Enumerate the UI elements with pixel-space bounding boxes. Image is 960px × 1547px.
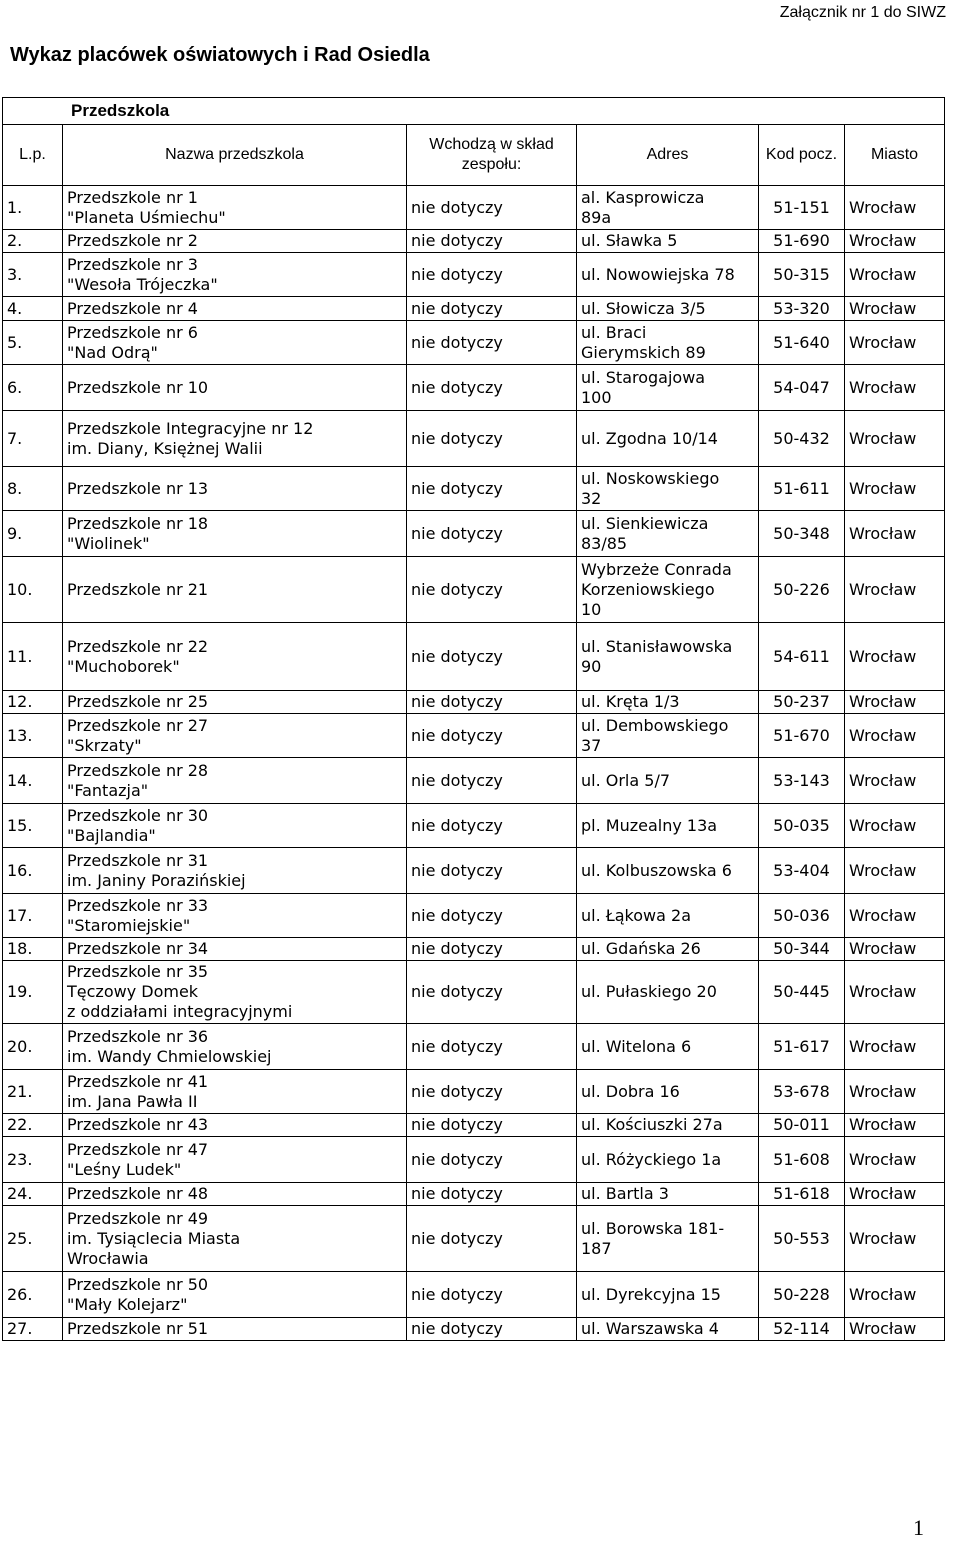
preschool-name-cell: Przedszkole nr 22 "Muchoborek": [63, 623, 407, 691]
city-cell: Wrocław: [845, 1137, 945, 1183]
team-membership-cell: nie dotyczy: [407, 321, 577, 365]
postal-code-cell: 50-228: [759, 1272, 845, 1318]
table-row: [3, 321, 945, 365]
row-number-cell: 18.: [3, 938, 63, 961]
row-number-cell: 15.: [3, 804, 63, 848]
table-row: [3, 1137, 945, 1183]
row-number-cell: 2.: [3, 230, 63, 253]
team-membership-cell: nie dotyczy: [407, 511, 577, 557]
postal-code-cell: 50-348: [759, 511, 845, 557]
city-cell: Wrocław: [845, 253, 945, 297]
postal-code-cell: 51-151: [759, 186, 845, 230]
address-cell: ul. Dyrekcyjna 15: [577, 1272, 759, 1318]
row-number-cell: 6.: [3, 365, 63, 411]
city-cell: Wrocław: [845, 1318, 945, 1341]
address-cell: al. Kasprowicza 89a: [577, 186, 759, 230]
city-cell: Wrocław: [845, 1272, 945, 1318]
team-membership-cell: nie dotyczy: [407, 804, 577, 848]
table-row: [3, 411, 945, 467]
page-title: Wykaz placówek oświatowych i Rad Osiedla: [10, 44, 430, 66]
row-number-cell: 27.: [3, 1318, 63, 1341]
preschool-name-cell: Przedszkole nr 47 "Leśny Ludek": [63, 1137, 407, 1183]
city-cell: Wrocław: [845, 848, 945, 894]
address-cell: ul. Noskowskiego 32: [577, 467, 759, 511]
city-cell: Wrocław: [845, 1114, 945, 1137]
team-membership-cell: nie dotyczy: [407, 253, 577, 297]
preschool-name-cell: Przedszkole nr 50 "Mały Kolejarz": [63, 1272, 407, 1318]
city-cell: Wrocław: [845, 365, 945, 411]
section-title: Przedszkola: [3, 98, 945, 125]
city-cell: Wrocław: [845, 230, 945, 253]
address-cell: ul. Starogajowa 100: [577, 365, 759, 411]
address-cell: ul. Warszawska 4: [577, 1318, 759, 1341]
preschool-name-cell: Przedszkole nr 48: [63, 1183, 407, 1206]
city-cell: Wrocław: [845, 758, 945, 804]
preschool-name-cell: Przedszkole nr 41 im. Jana Pawła II: [63, 1070, 407, 1114]
address-cell: pl. Muzealny 13a: [577, 804, 759, 848]
column-header-lp: L.p.: [3, 125, 63, 186]
preschool-name-cell: Przedszkole nr 4: [63, 297, 407, 321]
postal-code-cell: 53-143: [759, 758, 845, 804]
table-row: [3, 186, 945, 230]
table-row: [3, 894, 945, 938]
postal-code-cell: 54-611: [759, 623, 845, 691]
preschool-name-cell: Przedszkole Integracyjne nr 12 im. Diany, Księżnej Walii: [63, 411, 407, 467]
table-row: [3, 1070, 945, 1114]
city-cell: Wrocław: [845, 321, 945, 365]
address-cell: ul. Kościuszki 27a: [577, 1114, 759, 1137]
table-row: [3, 623, 945, 691]
table-row: [3, 467, 945, 511]
column-header-city: Miasto: [845, 125, 945, 186]
team-membership-cell: nie dotyczy: [407, 894, 577, 938]
table-row: [3, 557, 945, 623]
team-membership-cell: nie dotyczy: [407, 623, 577, 691]
team-membership-cell: nie dotyczy: [407, 297, 577, 321]
row-number-cell: 14.: [3, 758, 63, 804]
postal-code-cell: 53-404: [759, 848, 845, 894]
team-membership-cell: nie dotyczy: [407, 1137, 577, 1183]
address-cell: ul. Bartla 3: [577, 1183, 759, 1206]
postal-code-cell: 50-445: [759, 961, 845, 1024]
postal-code-cell: 50-432: [759, 411, 845, 467]
team-membership-cell: nie dotyczy: [407, 714, 577, 758]
city-cell: Wrocław: [845, 511, 945, 557]
postal-code-cell: 53-678: [759, 1070, 845, 1114]
team-membership-cell: nie dotyczy: [407, 1070, 577, 1114]
row-number-cell: 25.: [3, 1206, 63, 1272]
table-row: [3, 714, 945, 758]
city-cell: Wrocław: [845, 1070, 945, 1114]
address-cell: ul. Sienkiewicza 83/85: [577, 511, 759, 557]
table-row: [3, 938, 945, 961]
team-membership-cell: nie dotyczy: [407, 938, 577, 961]
column-header-address: Adres: [577, 125, 759, 186]
preschool-name-cell: Przedszkole nr 18 "Wiolinek": [63, 511, 407, 557]
team-membership-cell: nie dotyczy: [407, 1272, 577, 1318]
address-cell: ul. Dobra 16: [577, 1070, 759, 1114]
team-membership-cell: nie dotyczy: [407, 186, 577, 230]
city-cell: Wrocław: [845, 804, 945, 848]
table-row: [3, 848, 945, 894]
city-cell: Wrocław: [845, 557, 945, 623]
postal-code-cell: 50-035: [759, 804, 845, 848]
column-header-postal-code: Kod pocz.: [759, 125, 845, 186]
city-cell: Wrocław: [845, 467, 945, 511]
team-membership-cell: nie dotyczy: [407, 1206, 577, 1272]
postal-code-cell: 50-237: [759, 691, 845, 714]
city-cell: Wrocław: [845, 186, 945, 230]
city-cell: Wrocław: [845, 961, 945, 1024]
preschool-name-cell: Przedszkole nr 43: [63, 1114, 407, 1137]
table-row: [3, 1183, 945, 1206]
table-row: [3, 1318, 945, 1341]
address-cell: ul. Łąkowa 2a: [577, 894, 759, 938]
preschool-name-cell: Przedszkole nr 27 "Skrzaty": [63, 714, 407, 758]
preschool-name-cell: Przedszkole nr 28 "Fantazja": [63, 758, 407, 804]
table-row: [3, 804, 945, 848]
table-row: [3, 1206, 945, 1272]
address-cell: ul. Słowicza 3/5: [577, 297, 759, 321]
preschool-name-cell: Przedszkole nr 21: [63, 557, 407, 623]
postal-code-cell: 50-036: [759, 894, 845, 938]
preschool-name-cell: Przedszkole nr 13: [63, 467, 407, 511]
postal-code-cell: 51-618: [759, 1183, 845, 1206]
address-cell: ul. Borowska 181- 187: [577, 1206, 759, 1272]
row-number-cell: 24.: [3, 1183, 63, 1206]
row-number-cell: 4.: [3, 297, 63, 321]
team-membership-cell: nie dotyczy: [407, 691, 577, 714]
preschool-name-cell: Przedszkole nr 33 "Staromiejskie": [63, 894, 407, 938]
table-row: [3, 691, 945, 714]
row-number-cell: 26.: [3, 1272, 63, 1318]
table-row: [3, 1272, 945, 1318]
preschool-name-cell: Przedszkole nr 36 im. Wandy Chmielowskiej: [63, 1024, 407, 1070]
address-cell: ul. Zgodna 10/14: [577, 411, 759, 467]
city-cell: Wrocław: [845, 411, 945, 467]
preschool-table: [2, 97, 945, 1341]
city-cell: Wrocław: [845, 938, 945, 961]
city-cell: Wrocław: [845, 1024, 945, 1070]
team-membership-cell: nie dotyczy: [407, 848, 577, 894]
team-membership-cell: nie dotyczy: [407, 411, 577, 467]
preschool-name-cell: Przedszkole nr 49 im. Tysiąclecia Miasta Wrocławia: [63, 1206, 407, 1272]
postal-code-cell: 50-315: [759, 253, 845, 297]
team-membership-cell: nie dotyczy: [407, 758, 577, 804]
address-cell: Wybrzeże Conrada Korzeniowskiego 10: [577, 557, 759, 623]
address-cell: ul. Stanisławowska 90: [577, 623, 759, 691]
postal-code-cell: 53-320: [759, 297, 845, 321]
postal-code-cell: 51-640: [759, 321, 845, 365]
row-number-cell: 9.: [3, 511, 63, 557]
attachment-label: Załącznik nr 1 do SIWZ: [779, 4, 946, 21]
row-number-cell: 17.: [3, 894, 63, 938]
address-cell: ul. Sławka 5: [577, 230, 759, 253]
row-number-cell: 10.: [3, 557, 63, 623]
table-row: [3, 230, 945, 253]
city-cell: Wrocław: [845, 714, 945, 758]
postal-code-cell: 51-611: [759, 467, 845, 511]
column-header-team: Wchodzą w skład zespołu:: [407, 125, 577, 186]
row-number-cell: 16.: [3, 848, 63, 894]
city-cell: Wrocław: [845, 297, 945, 321]
preschool-name-cell: Przedszkole nr 6 "Nad Odrą": [63, 321, 407, 365]
address-cell: ul. Nowowiejska 78: [577, 253, 759, 297]
preschool-name-cell: Przedszkole nr 25: [63, 691, 407, 714]
city-cell: Wrocław: [845, 623, 945, 691]
row-number-cell: 23.: [3, 1137, 63, 1183]
address-cell: ul. Gdańska 26: [577, 938, 759, 961]
team-membership-cell: nie dotyczy: [407, 1318, 577, 1341]
table-header-row: [3, 125, 945, 186]
address-cell: ul. Dembowskiego 37: [577, 714, 759, 758]
team-membership-cell: nie dotyczy: [407, 1183, 577, 1206]
row-number-cell: 19.: [3, 961, 63, 1024]
preschool-name-cell: Przedszkole nr 51: [63, 1318, 407, 1341]
table-row: [3, 253, 945, 297]
address-cell: ul. Kolbuszowska 6: [577, 848, 759, 894]
team-membership-cell: nie dotyczy: [407, 467, 577, 511]
postal-code-cell: 50-226: [759, 557, 845, 623]
address-cell: ul. Orla 5/7: [577, 758, 759, 804]
row-number-cell: 11.: [3, 623, 63, 691]
postal-code-cell: 51-608: [759, 1137, 845, 1183]
row-number-cell: 21.: [3, 1070, 63, 1114]
postal-code-cell: 51-690: [759, 230, 845, 253]
address-cell: ul. Różyckiego 1a: [577, 1137, 759, 1183]
team-membership-cell: nie dotyczy: [407, 1024, 577, 1070]
preschool-name-cell: Przedszkole nr 31 im. Janiny Porazińskiej: [63, 848, 407, 894]
address-cell: ul. Witelona 6: [577, 1024, 759, 1070]
table-row: [3, 511, 945, 557]
preschool-name-cell: Przedszkole nr 34: [63, 938, 407, 961]
table-row: [3, 365, 945, 411]
table-row: [3, 297, 945, 321]
preschool-name-cell: Przedszkole nr 35 Tęczowy Domek z oddziałami integracyjnymi: [63, 961, 407, 1024]
address-cell: ul. Pułaskiego 20: [577, 961, 759, 1024]
postal-code-cell: 51-617: [759, 1024, 845, 1070]
postal-code-cell: 50-553: [759, 1206, 845, 1272]
preschool-name-cell: Przedszkole nr 2: [63, 230, 407, 253]
city-cell: Wrocław: [845, 894, 945, 938]
row-number-cell: 5.: [3, 321, 63, 365]
row-number-cell: 1.: [3, 186, 63, 230]
address-cell: ul. Braci Gierymskich 89: [577, 321, 759, 365]
team-membership-cell: nie dotyczy: [407, 961, 577, 1024]
team-membership-cell: nie dotyczy: [407, 365, 577, 411]
row-number-cell: 7.: [3, 411, 63, 467]
address-cell: ul. Kręta 1/3: [577, 691, 759, 714]
city-cell: Wrocław: [845, 691, 945, 714]
table-row: [3, 1114, 945, 1137]
preschool-name-cell: Przedszkole nr 30 "Bajlandia": [63, 804, 407, 848]
table-row: [3, 961, 945, 1024]
postal-code-cell: 54-047: [759, 365, 845, 411]
row-number-cell: 13.: [3, 714, 63, 758]
team-membership-cell: nie dotyczy: [407, 1114, 577, 1137]
city-cell: Wrocław: [845, 1206, 945, 1272]
team-membership-cell: nie dotyczy: [407, 230, 577, 253]
page-number: 1: [913, 1515, 924, 1540]
section-row: [3, 98, 945, 125]
postal-code-cell: 52-114: [759, 1318, 845, 1341]
table-row: [3, 758, 945, 804]
postal-code-cell: 50-344: [759, 938, 845, 961]
preschool-name-cell: Przedszkole nr 10: [63, 365, 407, 411]
row-number-cell: 8.: [3, 467, 63, 511]
row-number-cell: 22.: [3, 1114, 63, 1137]
postal-code-cell: 50-011: [759, 1114, 845, 1137]
row-number-cell: 3.: [3, 253, 63, 297]
row-number-cell: 20.: [3, 1024, 63, 1070]
team-membership-cell: nie dotyczy: [407, 557, 577, 623]
city-cell: Wrocław: [845, 1183, 945, 1206]
row-number-cell: 12.: [3, 691, 63, 714]
table-row: [3, 1024, 945, 1070]
postal-code-cell: 51-670: [759, 714, 845, 758]
preschool-name-cell: Przedszkole nr 1 "Planeta Uśmiechu": [63, 186, 407, 230]
column-header-name: Nazwa przedszkola: [63, 125, 407, 186]
preschool-name-cell: Przedszkole nr 3 "Wesoła Trójeczka": [63, 253, 407, 297]
